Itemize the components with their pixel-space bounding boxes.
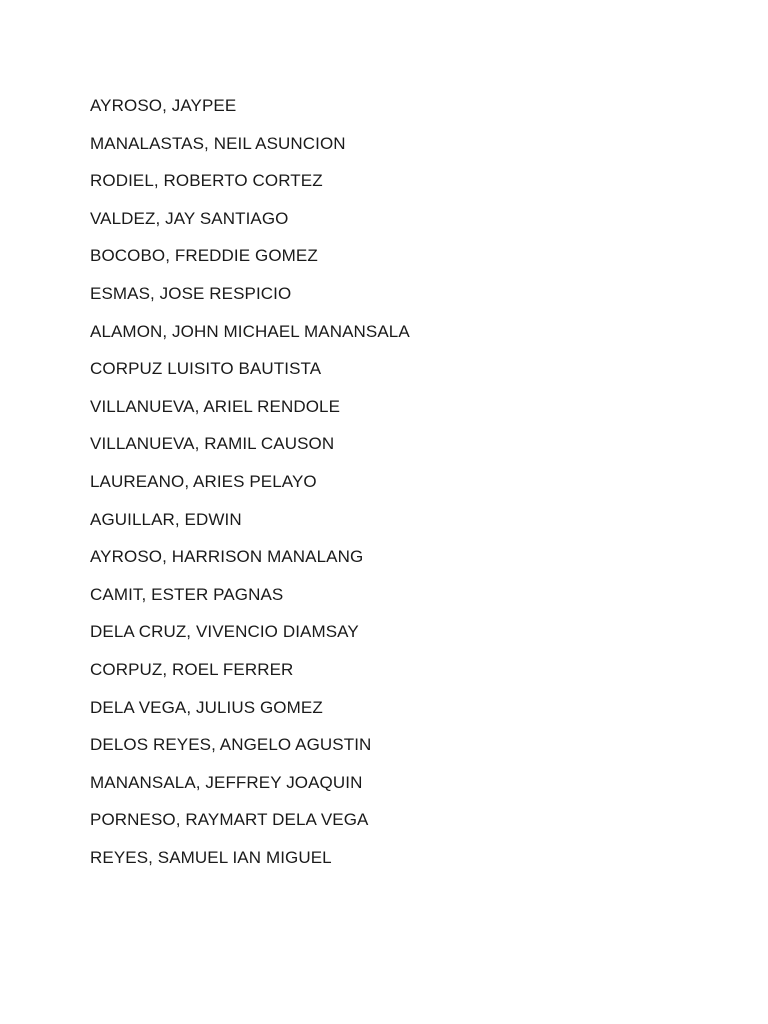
- list-item: CORPUZ, ROEL FERRER: [90, 659, 294, 679]
- list-item: ESMAS, JOSE RESPICIO: [90, 283, 292, 303]
- list-item: DELA CRUZ, VIVENCIO DIAMSAY: [90, 622, 359, 642]
- name-list: [90, 93, 410, 882]
- list-item: VILLANUEVA, ARIEL RENDOLE: [90, 396, 341, 416]
- list-item: AYROSO, JAYPEE: [90, 96, 237, 115]
- list-item: MANANSALA, JEFFREY JOAQUIN: [90, 772, 363, 792]
- list-item: ALAMON, JOHN MICHAEL MANANSALA: [90, 321, 410, 341]
- list-item: AYROSO, HARRISON MANALANG: [90, 547, 364, 567]
- list-item: PORNESO, RAYMART DELA VEGA: [90, 810, 369, 830]
- list-item: CORPUZ LUISITO BAUTISTA: [90, 359, 322, 379]
- list-item: LAUREANO, ARIES PELAYO: [90, 471, 317, 491]
- list-item: RODIEL, ROBERTO CORTEZ: [90, 171, 323, 191]
- list-item: CAMIT, ESTER PAGNAS: [90, 584, 284, 604]
- list-item: VILLANUEVA, RAMIL CAUSON: [90, 434, 335, 454]
- list-item: VALDEZ, JAY SANTIAGO: [90, 208, 289, 228]
- list-item: AGUILLAR, EDWIN: [90, 509, 242, 529]
- list-item: REYES, SAMUEL IAN MIGUEL: [90, 847, 332, 867]
- list-item: MANALASTAS, NEIL ASUNCION: [90, 133, 346, 153]
- list-item: DELOS REYES, ANGELO AGUSTIN: [90, 735, 372, 755]
- list-item: BOCOBO, FREDDIE GOMEZ: [90, 246, 318, 266]
- list-item: DELA VEGA, JULIUS GOMEZ: [90, 697, 323, 717]
